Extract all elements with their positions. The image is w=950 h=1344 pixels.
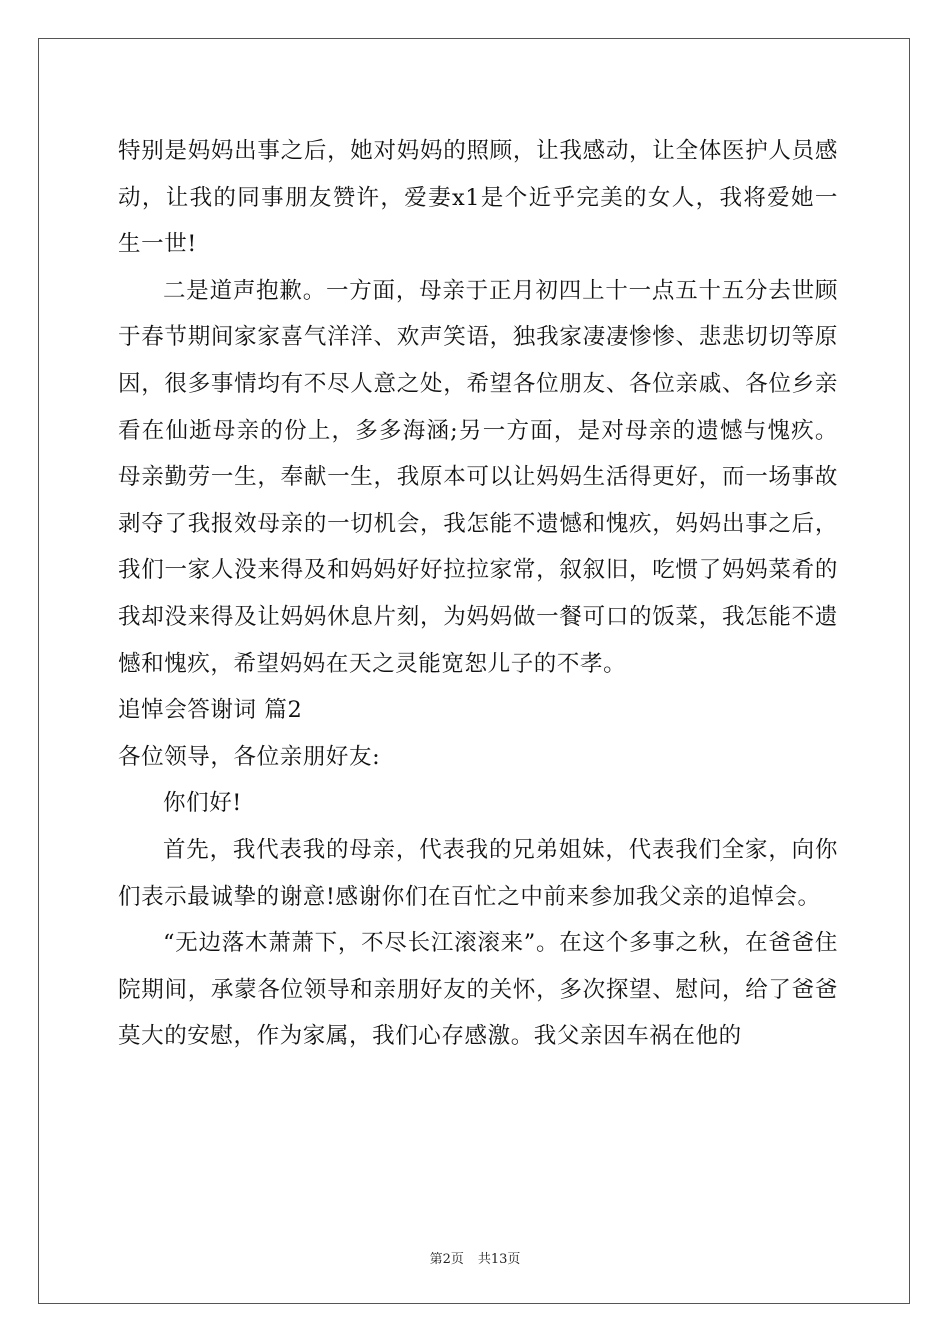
paragraph-thanks: 首先，我代表我的母亲，代表我的兄弟姐妹，代表我们全家，向你们表示最诚挚的谢意!感谢你们在百忙之中前来参加我父亲的追悼会。 [118,836,838,910]
paragraph-quote: “无边落木萧萧下，不尽长江滚滚来”。在这个多事之秋，在爸爸住院期间，承蒙各位领导和亲朋好友的关怀，多次探望、慰问，给了爸爸莫大的安慰，作为家属，我们心存感激。我父亲因车祸在他的 [118,930,838,1050]
paragraph-2: 二是道声抱歉。一方面，母亲于正月初四上十一点五十五分去世顾于春节期间家家喜气洋洋、欢声笑语，独我家凄凄惨惨、悲悲切切等原因，很多事情均有不尽人意之处，希望各位朋友、各位亲戚、各位乡亲看在仙逝母亲的份上，多多海涵;另一方面，是对母亲的遗憾与愧疚。母亲勤劳一生，奉献一生，我原本可以让妈妈生活得更好，而一场事故剥夺了我报效母亲的一切机会，我怎能不遗憾和愧疚，妈妈出事之后，我们一家人没来得及和妈妈好好拉拉家常，叙叙旧，吃惯了妈妈菜肴的我却没来得及让妈妈休息片刻，为妈妈做一餐可口的饭菜，我怎能不遗憾和愧疚，希望妈妈在天之灵能宽恕儿子的不孝。 [118,277,838,677]
salutation: 各位领导，各位亲朋好友: [118,743,381,770]
greeting: 你们好! [163,790,242,817]
document-body [118,128,838,1060]
total-pages: 共13页 [477,1252,521,1267]
section-heading: 追悼会答谢词 篇2 [118,697,303,724]
current-page-number: 第2页 [429,1252,464,1267]
page-footer [0,1248,950,1267]
paragraph-1: 特别是妈妈出事之后，她对妈妈的照顾，让我感动，让全体医护人员感动，让我的同事朋友赞许，爱妻x1是个近乎完美的女人，我将爱她一生一世! [118,138,838,258]
